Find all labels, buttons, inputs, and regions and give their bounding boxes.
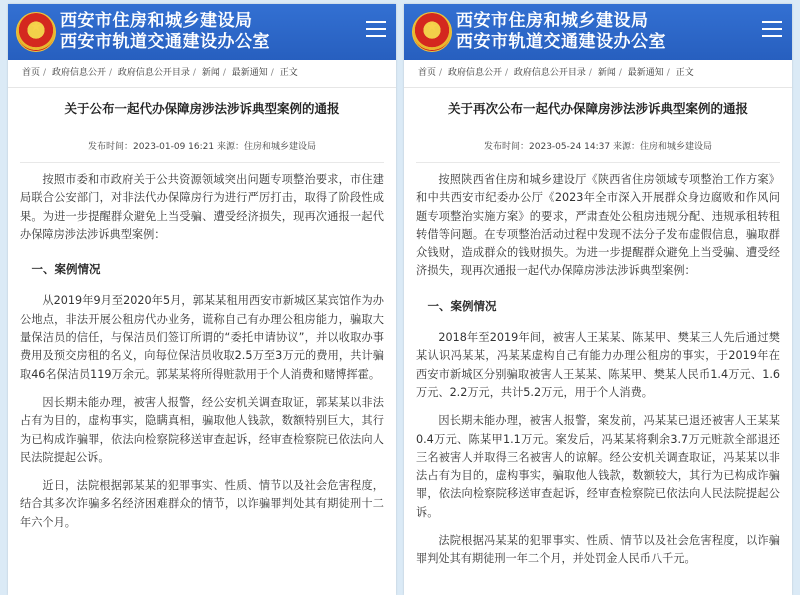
article-title: 关于公布一起代办保障房涉法涉诉典型案例的通报 xyxy=(64,101,340,116)
breadcrumb-current: 正文 xyxy=(279,68,298,78)
body-paragraph: 近日，法院根据郭某某的犯罪事实、性质、情节以及社会危害程度，结合其多次诈骗多名经济困难群众的情节，以诈骗罪判处其有期徒刑十二年六个月。 xyxy=(20,479,384,529)
site-title-line1: 西安市住房和城乡建设局 xyxy=(60,11,253,31)
article-body xyxy=(8,163,396,532)
site-header xyxy=(404,4,792,60)
hamburger-menu-icon[interactable] xyxy=(366,21,386,37)
breadcrumb-news[interactable]: 新闻 xyxy=(597,68,616,78)
site-header xyxy=(8,4,396,60)
intro-paragraph: 按照市委和市政府关于公共资源领域突出问题专项整治要求，市住建局联合公安部门，对非法代办保障房行为进行严厉打击，取得了阶段性成果。为进一步提醒群众避免上当受骗、遭受经济损失，现再次通报一起代办保障房涉法涉诉典型案例： xyxy=(20,173,384,241)
breadcrumb-gov-info[interactable]: 政府信息公开 xyxy=(51,68,106,78)
breadcrumb-latest-notice[interactable]: 最新通知 xyxy=(627,68,664,78)
breadcrumb-home[interactable]: 首页 xyxy=(418,68,437,78)
breadcrumb-gov-info-catalog[interactable]: 政府信息公开目录 xyxy=(117,68,190,78)
publish-info: 发布时间：2023-01-09 16:21 来源：住房和城乡建设局 xyxy=(88,142,316,152)
breadcrumb-news[interactable]: 新闻 xyxy=(201,68,220,78)
body-paragraph: 2018年至2019年间，被害人王某某、陈某甲、樊某三人先后通过樊某认识冯某某，冯某某虚构自己有能力办理公租房的事实，于2019年在西安市新城区分别骗取被害人王某某、陈某甲、樊某人民币1.4万元、1.6万元、2.2万元，共计5.2万元，用于个人消费。 xyxy=(416,331,780,399)
body-paragraph: 因长期未能办理，被害人报警，经公安机关调查取证，郭某某以非法占有为目的，虚构事实，隐瞒真相，骗取他人钱款，数额特别巨大，其行为已构成诈骗罪，依法向检察院移送审查起诉，经审查检察院已依法向人民法院提起公诉。 xyxy=(20,395,384,464)
site-title-line2: 西安市轨道交通建设办公室 xyxy=(456,32,666,52)
breadcrumb-latest-notice[interactable]: 最新通知 xyxy=(231,68,268,78)
body-paragraph: 因长期未能办理，被害人报警，案发前，冯某某已退还被害人王某某0.4万元、陈某甲1.1万元。案发后，冯某某将剩余3.7万元赃款全部退还三名被害人并取得三名被害人的谅解。经公安机关调查取证，冯某某以非法占有为目的，虚构事实，骗取他人钱款，数额较大，其行为已构成诈骗罪，依法向检察院移送审查起诉，经审查检察院已依法向人民法院提起公诉。 xyxy=(416,414,780,519)
article-panel-left xyxy=(8,4,396,595)
section-heading: 一、案例情况 xyxy=(427,298,497,313)
breadcrumb: 首页 / 政府信息公开 / 政府信息公开目录 / 新闻 / 最新通知 / 正文 xyxy=(8,60,396,88)
breadcrumb: 首页 / 政府信息公开 / 政府信息公开目录 / 新闻 / 最新通知 / 正文 xyxy=(404,60,792,88)
article-panel-right xyxy=(404,4,792,595)
breadcrumb-gov-info[interactable]: 政府信息公开 xyxy=(447,68,502,78)
article-title: 关于再次公布一起代办保障房涉法涉诉典型案例的通报 xyxy=(447,101,748,116)
breadcrumb-home[interactable]: 首页 xyxy=(22,68,41,78)
national-emblem-icon: ★ xyxy=(412,12,452,52)
body-paragraph: 从2019年9月至2020年5月，郭某某租用西安市新城区某宾馆作为办公地点，非法开展公租房代办业务，谎称自己有办理公租房能力，骗取大量保洁员的信任，与保洁员们签订所谓的“委托申请协议”，并以收取办事费用及预交房租的名义，向每位保洁员收取2.5万至3万元的费用，共计骗取46名保洁员119万余元。郭某某将所得赃款用于个人消费和赌博挥霍。 xyxy=(20,294,384,381)
section-heading: 一、案例情况 xyxy=(31,262,101,277)
site-title[interactable] xyxy=(456,11,666,53)
publish-info: 发布时间：2023-05-24 14:37 来源：住房和城乡建设局 xyxy=(484,142,712,152)
article-body xyxy=(404,163,792,569)
breadcrumb-current: 正文 xyxy=(675,68,694,78)
body-paragraph: 法院根据冯某某的犯罪事实、性质、情节以及社会危害程度，以诈骗罪判处其有期徒刑一年二个月，并处罚金人民币八千元。 xyxy=(416,534,780,566)
site-title-line2: 西安市轨道交通建设办公室 xyxy=(60,32,270,52)
site-title[interactable] xyxy=(60,11,270,53)
national-emblem-icon: ★ xyxy=(16,12,56,52)
site-title-line1: 西安市住房和城乡建设局 xyxy=(456,11,649,31)
intro-paragraph: 按照陕西省住房和城乡建设厅《陕西省住房领域专项整治工作方案》和中共西安市纪委办公厅《2023年全市深入开展群众身边腐败和作风问题专项整治实施方案》的要求，严肃查处公租房违规分配、违规承租转租转借等问题。在专项整治活动过程中发现不法分子发布虚假信息，骗取群众钱财，造成群众的钱财损失。为进一步提醒群众避免上当受骗、遭受经济损失，现再次通报一起代办保障房涉法涉诉典型案例： xyxy=(416,173,780,278)
breadcrumb-gov-info-catalog[interactable]: 政府信息公开目录 xyxy=(513,68,586,78)
hamburger-menu-icon[interactable] xyxy=(762,21,782,37)
